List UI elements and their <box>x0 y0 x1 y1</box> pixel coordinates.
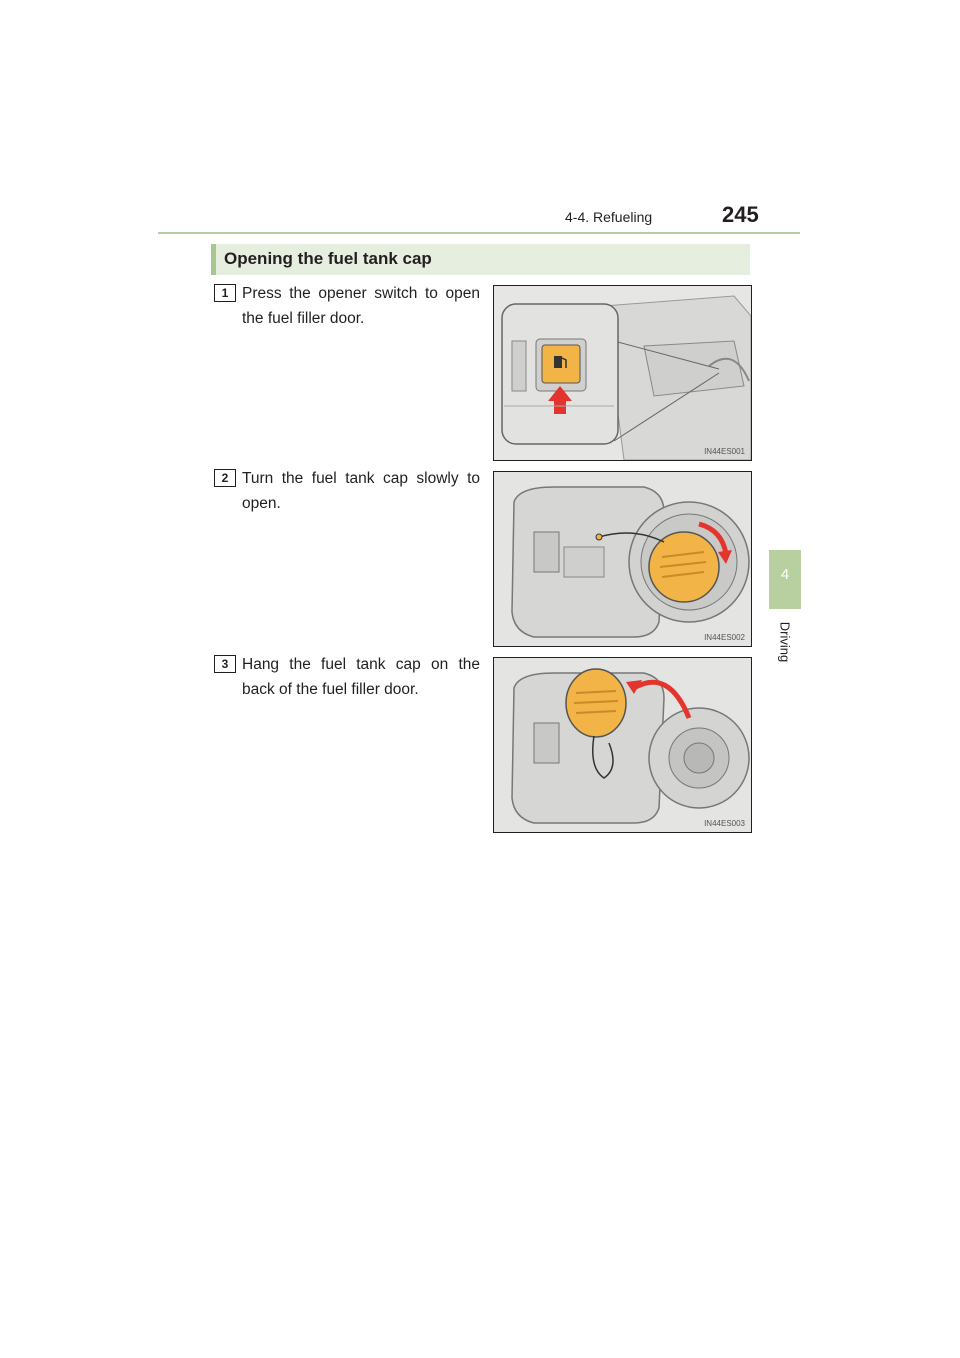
chapter-label: Driving <box>777 621 793 663</box>
fuel-cap <box>566 669 626 737</box>
hang-cap-illustration <box>494 658 751 832</box>
step-number-1: 1 <box>214 284 236 302</box>
section-accent-bar <box>211 244 216 275</box>
section-title: Opening the fuel tank cap <box>224 249 432 268</box>
section-header <box>211 244 750 275</box>
figure-code: IN44ES002 <box>704 633 745 642</box>
figure-hang-cap <box>493 657 752 833</box>
step-text-1: Press the opener switch to open the fuel filler door. <box>242 285 480 327</box>
step-text-2: Turn the fuel tank cap slowly to open. <box>242 470 480 512</box>
page-number: 245 <box>722 202 759 227</box>
chapter-tab <box>769 550 801 609</box>
figure-code: IN44ES001 <box>704 447 745 456</box>
fuel-cap <box>649 532 719 602</box>
step-number-2: 2 <box>214 469 236 487</box>
figure-opener-switch <box>493 285 752 461</box>
step-text-3: Hang the fuel tank cap on the back of the fuel filler door. <box>242 656 480 698</box>
figure-code: IN44ES003 <box>704 819 745 828</box>
header-rule <box>158 232 800 234</box>
opener-switch-illustration <box>494 286 751 460</box>
header-section-title: 4-4. Refueling <box>565 209 653 225</box>
figure-turn-cap <box>493 471 752 647</box>
chapter-number: 4 <box>780 566 790 583</box>
turn-cap-illustration <box>494 472 751 646</box>
step-number-3: 3 <box>214 655 236 673</box>
